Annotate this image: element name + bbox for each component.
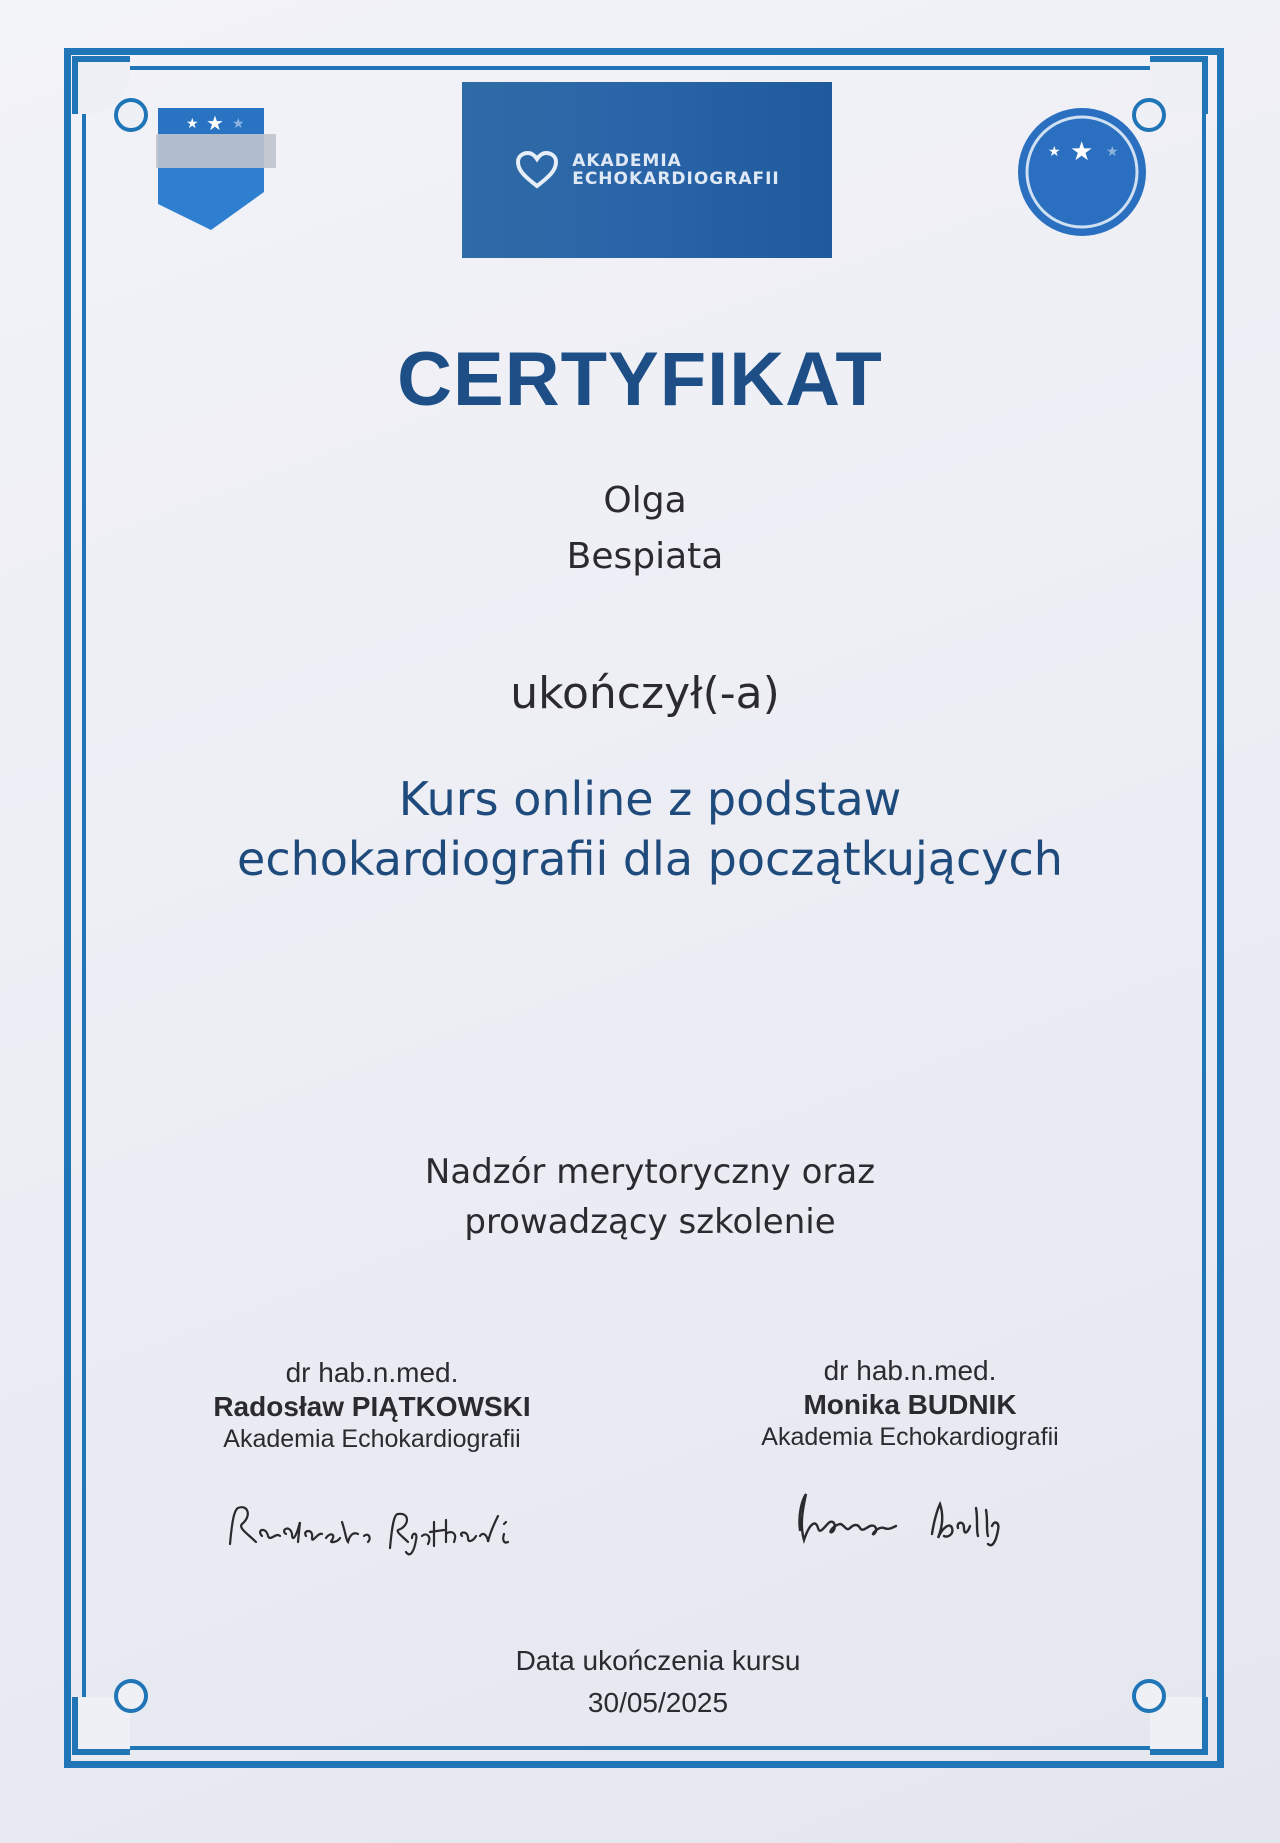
completed-label: ukończył(-a): [510, 668, 780, 719]
recipient-first-name: Olga: [603, 480, 687, 521]
signature-left: [222, 1492, 522, 1562]
svg-text:★: ★: [232, 116, 245, 132]
svg-text:★: ★: [1070, 137, 1094, 167]
svg-text:★: ★: [186, 116, 199, 132]
completion-date-block: [0, 1640, 1280, 1724]
svg-text:★: ★: [206, 111, 224, 135]
corner-ornament-top-right: [1150, 56, 1208, 114]
shield-badge-icon: [156, 104, 276, 234]
recipient-last-name: Bespiata: [566, 536, 724, 577]
signer-right: [690, 1354, 1130, 1452]
circle-badge-icon: [1014, 104, 1150, 240]
course-name-line-2: echokardiografii dla początkujących: [237, 832, 1063, 886]
logo-line-2: ECHOKARDIOGRAFII: [572, 169, 780, 189]
academy-logo: [462, 82, 832, 258]
signer-right-degree: dr hab.n.med.: [823, 1355, 997, 1386]
course-name-line-1: Kurs online z podstaw: [398, 772, 902, 826]
signer-left-name: Radosław PIĄTKOWSKI: [213, 1391, 531, 1422]
supervision-line-1: Nadzór merytoryczny oraz: [424, 1152, 876, 1192]
certificate-title: CERTYFIKAT: [397, 337, 883, 422]
signature-right: [792, 1482, 1032, 1552]
corner-ornament-top-left: [72, 56, 130, 114]
signer-right-org: Akademia Echokardiografii: [761, 1423, 1059, 1451]
logo-line-1: AKADEMIA: [572, 151, 682, 171]
svg-text:★: ★: [1048, 144, 1061, 160]
heart-icon: [514, 150, 560, 190]
signer-right-name: Monika BUDNIK: [803, 1389, 1017, 1420]
signer-left: [152, 1356, 592, 1454]
svg-text:★: ★: [1106, 144, 1119, 160]
completion-date-label: Data ukończenia kursu: [515, 1645, 801, 1676]
supervision-line-2: prowadzący szkolenie: [464, 1202, 836, 1242]
signer-left-org: Akademia Echokardiografii: [223, 1425, 521, 1453]
signer-left-degree: dr hab.n.med.: [285, 1357, 459, 1388]
completion-date-value: 30/05/2025: [587, 1687, 729, 1718]
